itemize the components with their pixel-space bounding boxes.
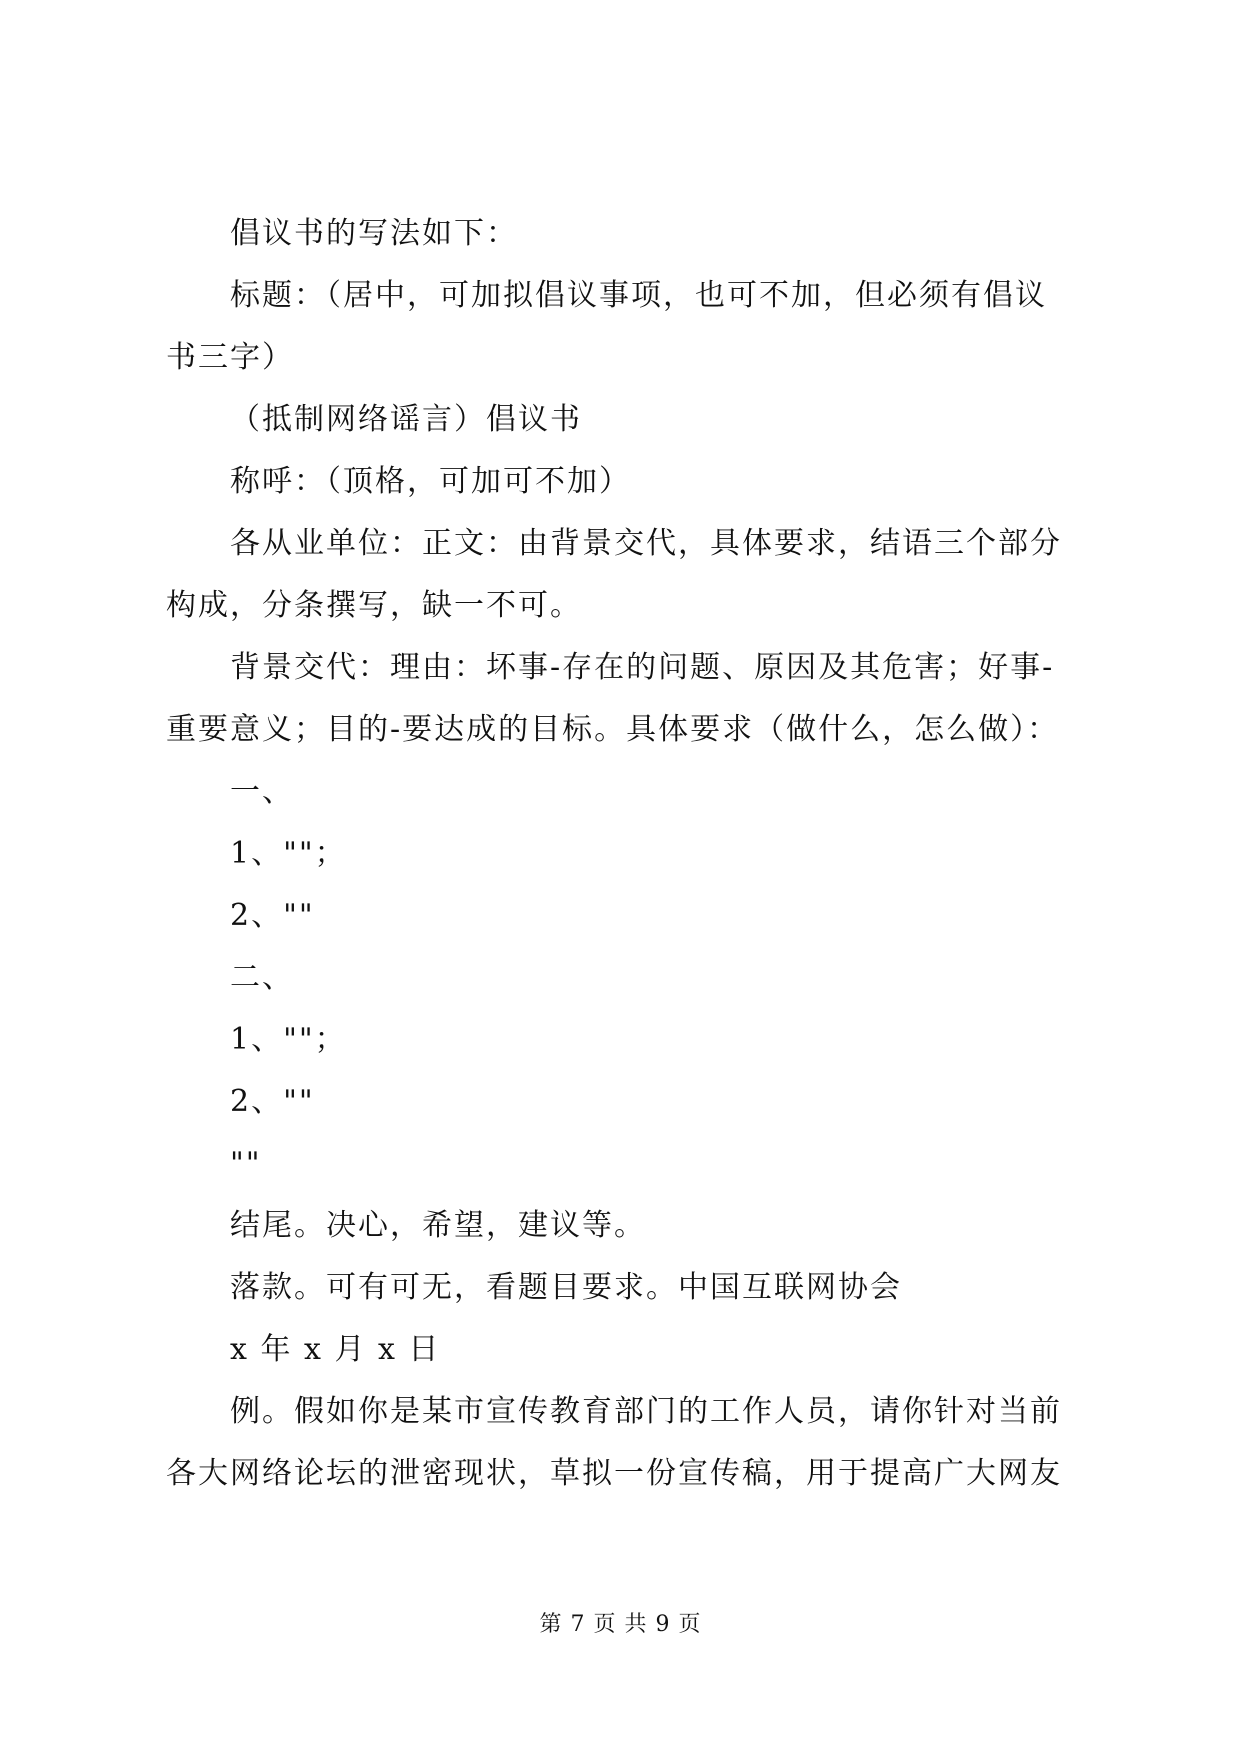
document-body: [166, 203, 1086, 1505]
text-line: "": [230, 1146, 262, 1181]
text-line: 背景交代：理由：坏事-存在的问题、原因及其危害；好事-: [230, 650, 1055, 685]
text-line: 二、: [230, 960, 294, 995]
text-line: （抵制网络谣言）倡议书: [230, 402, 582, 437]
text-line: 各大网络论坛的泄密现状，草拟一份宣传稿，用于提高广大网友: [166, 1456, 1062, 1491]
text-line: 1、""；: [230, 1022, 347, 1057]
text-line: 构成，分条撰写，缺一不可。: [166, 588, 582, 623]
text-line: x 年 x 月 x 日: [230, 1332, 441, 1367]
page-number-footer: 第 7 页 共 9 页: [539, 1612, 702, 1637]
text-line: 各从业单位：正文：由背景交代，具体要求，结语三个部分: [230, 526, 1062, 561]
text-line: 例。假如你是某市宣传教育部门的工作人员，请你针对当前: [230, 1394, 1062, 1429]
text-line: 结尾。决心，希望，建议等。: [230, 1208, 646, 1243]
text-line: 2、"": [230, 898, 315, 933]
text-line: 倡议书的写法如下：: [230, 216, 518, 251]
text-line: 落款。可有可无，看题目要求。中国互联网协会: [230, 1270, 902, 1305]
text-line: 一、: [230, 774, 294, 809]
text-line: 称呼：（顶格，可加可不加）: [230, 464, 631, 499]
text-line: 书三字）: [166, 340, 294, 375]
text-line: 重要意义；目的-要达成的目标。具体要求（做什么，怎么做）：: [166, 712, 1060, 747]
text-line: 2、"": [230, 1084, 315, 1119]
text-line: 1、""；: [230, 836, 347, 871]
text-line: 标题：（居中，可加拟倡议事项，也可不加，但必须有倡议: [230, 278, 1047, 313]
